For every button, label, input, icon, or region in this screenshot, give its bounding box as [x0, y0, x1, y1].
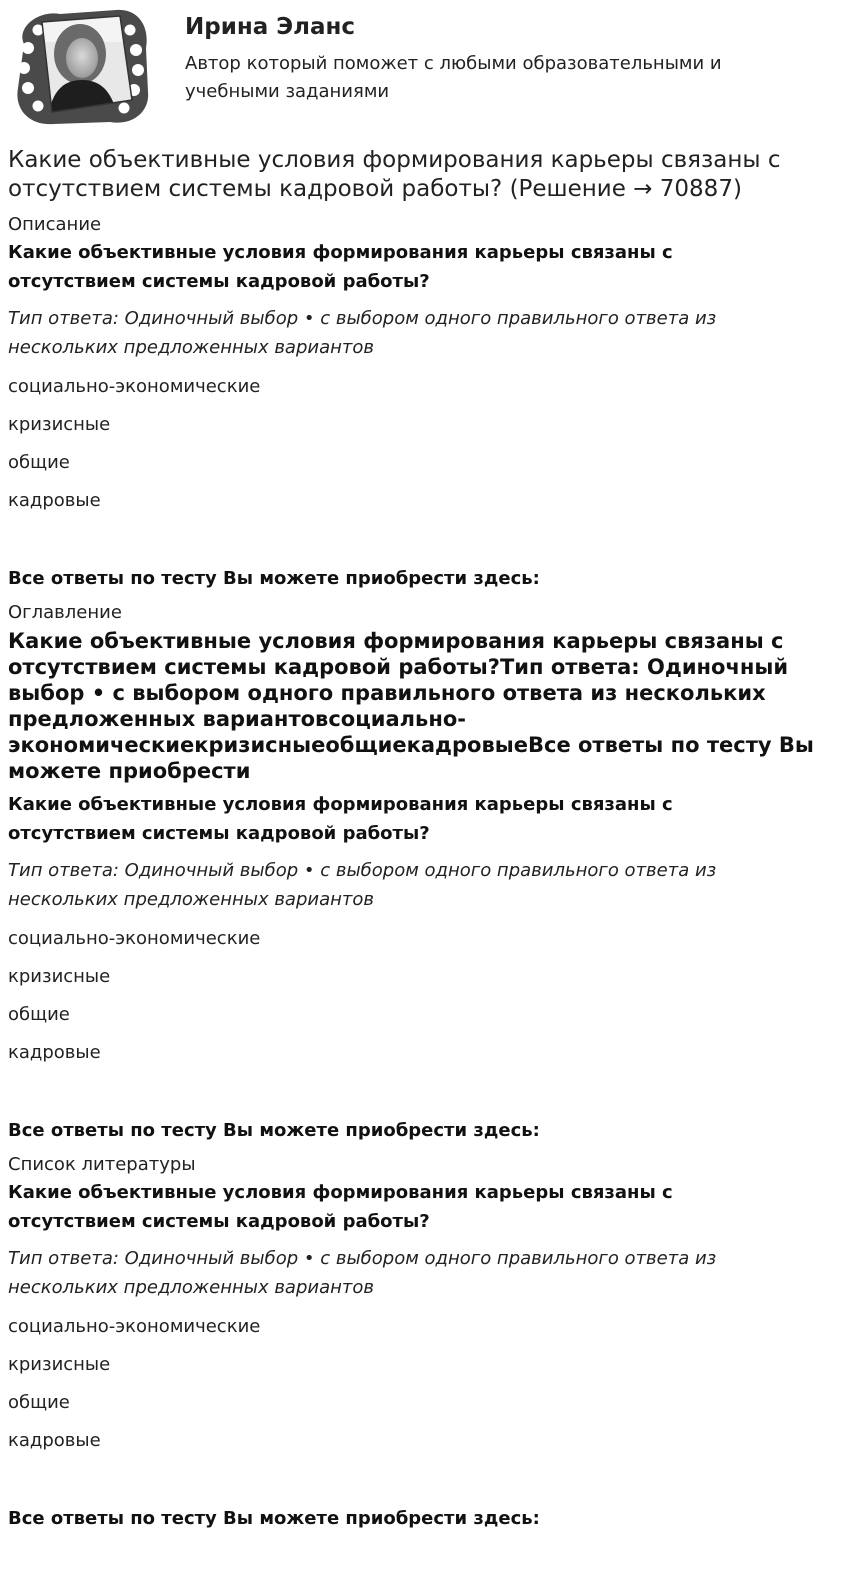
option-item: кадровые: [8, 1042, 101, 1063]
section-label-literature: Список литературы: [8, 1154, 196, 1175]
option-item: кризисные: [8, 414, 111, 435]
option-item: кризисные: [8, 1354, 111, 1375]
option-item: общие: [8, 1004, 70, 1025]
answer-type-text: Тип ответа: Одиночный выбор • с выбором одного правильного ответа из нескольких предложенных вариантов: [8, 860, 717, 910]
section-label-toc: Оглавление: [8, 602, 122, 623]
buy-answers-text: Все ответы по тесту Вы можете приобрести здесь:: [8, 568, 540, 589]
buy-answers-text: Все ответы по тесту Вы можете приобрести здесь:: [8, 1120, 540, 1141]
author-name[interactable]: Ирина Эланс: [185, 14, 356, 40]
description-section: [0, 212, 847, 592]
buy-answers-text: Все ответы по тесту Вы можете приобрести здесь:: [8, 1508, 540, 1529]
film-frame-avatar-icon: [8, 8, 150, 126]
question-text: Какие объективные условия формирования карьеры связаны с отсутствием системы кадровой работы?: [8, 242, 673, 292]
option-item: социально-экономические: [8, 376, 261, 397]
toc-section: [0, 600, 847, 1144]
page-title: Какие объективные условия формирования карьеры связаны с отсутствием системы кадровой работы? (Решение → 70887): [8, 147, 781, 202]
answer-type-text: Тип ответа: Одиночный выбор • с выбором одного правильного ответа из нескольких предложенных вариантов: [8, 1248, 717, 1298]
option-item: социально-экономические: [8, 928, 261, 949]
question-text: Какие объективные условия формирования карьеры связаны с отсутствием системы кадровой работы?: [8, 794, 673, 844]
option-item: кадровые: [8, 1430, 101, 1451]
author-description: Автор который поможет с любыми образовательными и учебными заданиями: [185, 53, 722, 102]
option-item: общие: [8, 1392, 70, 1413]
section-label-description: Описание: [8, 214, 102, 235]
author-avatar[interactable]: [8, 8, 150, 126]
option-item: общие: [8, 452, 70, 473]
answer-type-text: Тип ответа: Одиночный выбор • с выбором одного правильного ответа из нескольких предложенных вариантов: [8, 308, 717, 358]
author-header: [0, 0, 847, 134]
option-item: кадровые: [8, 490, 101, 511]
toc-heading: Какие объективные условия формирования карьеры связаны с отсутствием системы кадровой работы?Тип ответа: Одиночный выбор • с выбором одного правильного ответа из нескольких предложенных вариантовсоциально-экономическиекризисныеобщиекадровыеВсе ответы по тесту Вы можете приобрести: [8, 629, 814, 783]
option-item: кризисные: [8, 966, 111, 987]
literature-section: [0, 1152, 847, 1532]
question-text: Какие объективные условия формирования карьеры связаны с отсутствием системы кадровой работы?: [8, 1182, 673, 1232]
option-item: социально-экономические: [8, 1316, 261, 1337]
